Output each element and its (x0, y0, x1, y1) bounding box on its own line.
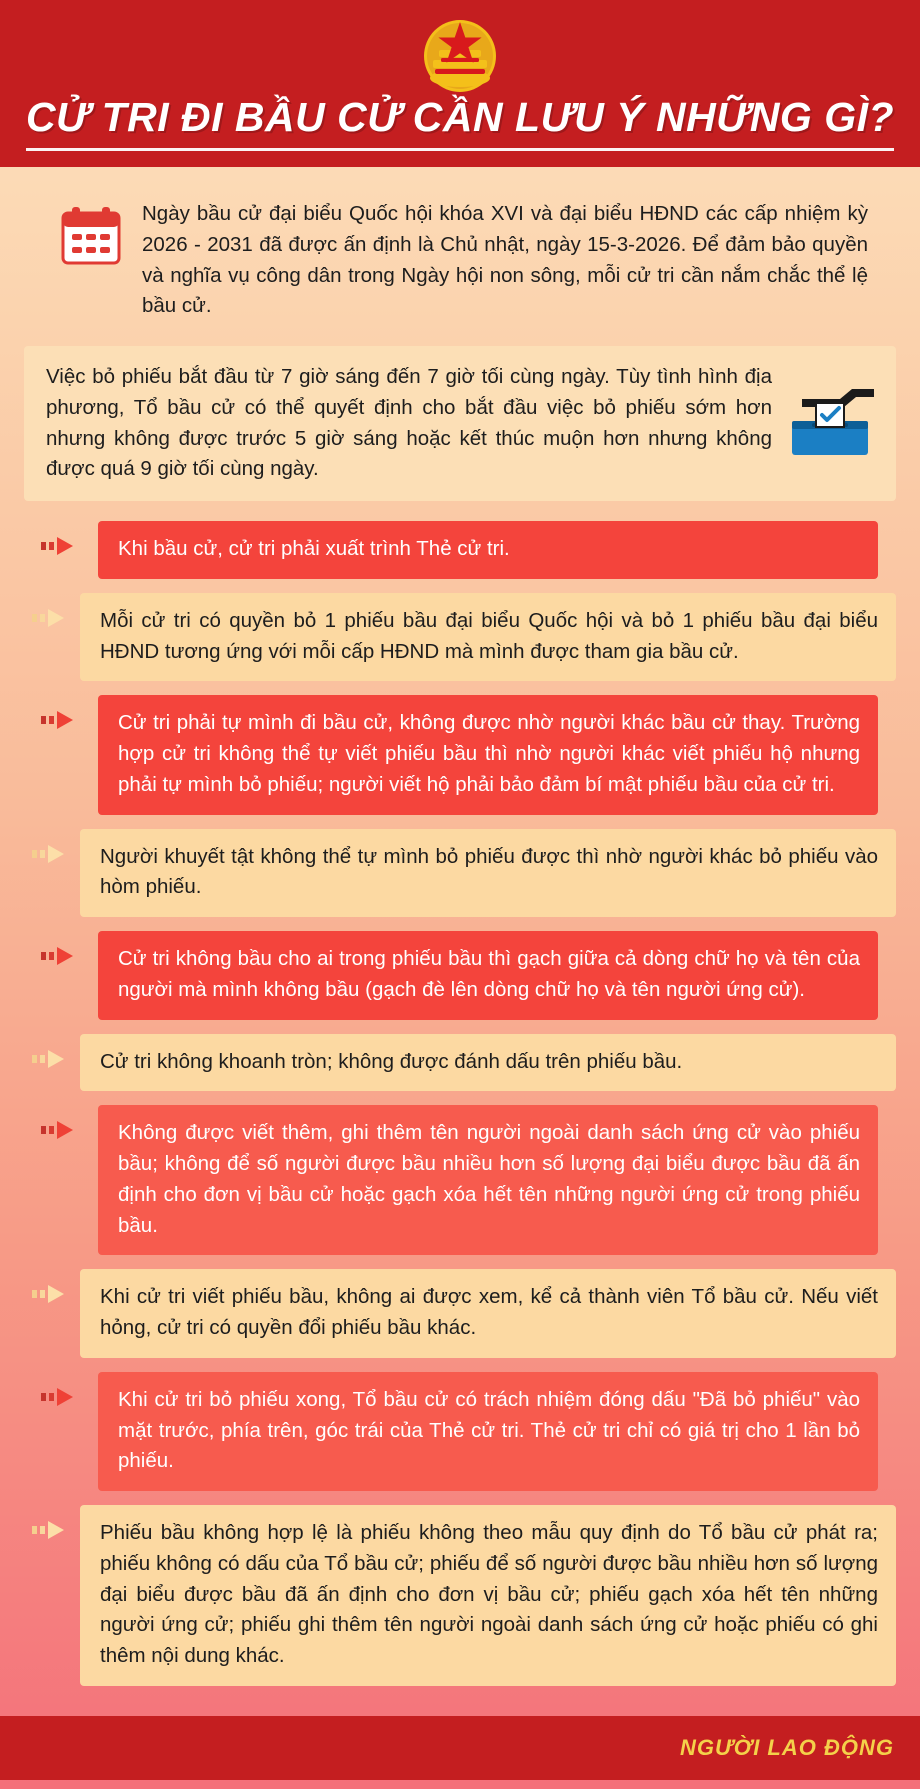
vietnam-national-emblem-icon (405, 12, 515, 94)
arrow-right-icon (24, 1269, 80, 1305)
list-item (24, 1505, 896, 1686)
ballot-box-hand-icon (782, 381, 878, 466)
arrow-right-icon (24, 593, 80, 629)
list-item (24, 829, 896, 918)
list-item-text: Khi bầu cử, cử tri phải xuất trình Thẻ cử tri. (98, 521, 878, 579)
list-item (24, 521, 896, 579)
content-area (0, 167, 920, 1710)
voting-hours-text: Việc bỏ phiếu bắt đầu từ 7 giờ sáng đến 7 giờ tối cùng ngày. Tùy tình hình địa phương, Tổ bầu cử có thể quyết định cho bắt đầu việc bỏ phiếu sớm hơn nhưng không được trước 5 giờ sáng hoặc kết thúc muộn hơn nhưng không được quá 9 giờ tối cùng ngày. (46, 365, 772, 481)
arrow-right-icon (24, 1105, 98, 1141)
list-item-text: Khi cử tri viết phiếu bầu, không ai được xem, kể cả thành viên Tổ bầu cử. Nếu viết hỏng, cử tri có quyền đổi phiếu bầu khác. (80, 1269, 896, 1358)
arrow-right-icon (24, 1505, 80, 1541)
list-item (24, 593, 896, 682)
list-item-text: Cử tri phải tự mình đi bầu cử, không được nhờ người khác bầu cử thay. Trường hợp cử tri không thể tự viết phiếu bầu thì nhờ người khác viết phiếu hộ nhưng phải tự mình bỏ phiếu; người viết hộ phải bảo đảm bí mật phiếu bầu của cử tri. (98, 695, 878, 814)
footer (0, 1716, 920, 1780)
list-item-text: Người khuyết tật không thể tự mình bỏ phiếu được thì nhờ người khác bỏ phiếu vào hòm phiếu. (80, 829, 896, 918)
list-item-text: Mỗi cử tri có quyền bỏ 1 phiếu bầu đại biểu Quốc hội và bỏ 1 phiếu bầu đại biểu HĐND tương ứng với mỗi cấp HĐND mà mình được tham gia bầu cử. (80, 593, 896, 682)
intro-block (24, 193, 896, 328)
arrow-right-icon (24, 695, 98, 731)
guideline-list (24, 521, 896, 1686)
publisher-logo: NGƯỜI LAO ĐỘNG (680, 1734, 894, 1760)
list-item-text: Khi cử tri bỏ phiếu xong, Tổ bầu cử có trách nhiệm đóng dấu "Đã bỏ phiếu" vào mặt trước, phía trên, góc trái của Thẻ cử tri. Thẻ cử tri chỉ có giá trị cho 1 lần bỏ phiếu. (98, 1372, 878, 1491)
list-item (24, 1034, 896, 1092)
calendar-icon (60, 205, 122, 272)
list-item-text: Phiếu bầu không hợp lệ là phiếu không theo mẫu quy định do Tổ bầu cử phát ra; phiếu không có dấu của Tổ bầu cử; phiếu để số người được bầu nhiều hơn số lượng đại biểu được bầu đã ấn định cho đơn vị bầu cử; phiếu gạch xóa hết tên những người ứng cử; phiếu ghi thêm tên người ngoài danh sách ứng cử hoặc phiếu có ghi thêm nội dung khác. (80, 1505, 896, 1686)
arrow-right-icon (24, 1034, 80, 1070)
intro-text: Ngày bầu cử đại biểu Quốc hội khóa XVI và đại biểu HĐND các cấp nhiệm kỳ 2026 - 2031 đã được ấn định là Chủ nhật, ngày 15-3-2026. Để đảm bảo quyền và nghĩa vụ công dân trong Ngày hội non sông, mỗi cử tri cần nắm chắc thể lệ bầu cử. (142, 202, 868, 318)
arrow-right-icon (24, 829, 80, 865)
list-item (24, 1105, 896, 1255)
arrow-right-icon (24, 521, 98, 557)
list-item (24, 695, 896, 814)
list-item-text: Không được viết thêm, ghi thêm tên người ngoài danh sách ứng cử vào phiếu bầu; không để số người được bầu nhiều hơn số lượng đại biểu được bầu đã ấn định cho đơn vị bầu cử hoặc gạch xóa hết tên những người ứng cử trong phiếu bầu. (98, 1105, 878, 1255)
list-item-text: Cử tri không khoanh tròn; không được đánh dấu trên phiếu bầu. (80, 1034, 896, 1092)
header-divider (26, 148, 894, 151)
list-item (24, 931, 896, 1020)
page-title: CỬ TRI ĐI BẦU CỬ CẦN LƯU Ý NHỮNG GÌ? (25, 94, 895, 140)
list-item (24, 1372, 896, 1491)
header (0, 0, 920, 167)
list-item-text: Cử tri không bầu cho ai trong phiếu bầu thì gạch giữa cả dòng chữ họ và tên của người mà mình không bầu (gạch đè lên dòng chữ họ và tên người ứng cử). (98, 931, 878, 1020)
voting-hours-band (24, 346, 896, 501)
arrow-right-icon (24, 931, 98, 967)
list-item (24, 1269, 896, 1358)
arrow-right-icon (24, 1372, 98, 1408)
